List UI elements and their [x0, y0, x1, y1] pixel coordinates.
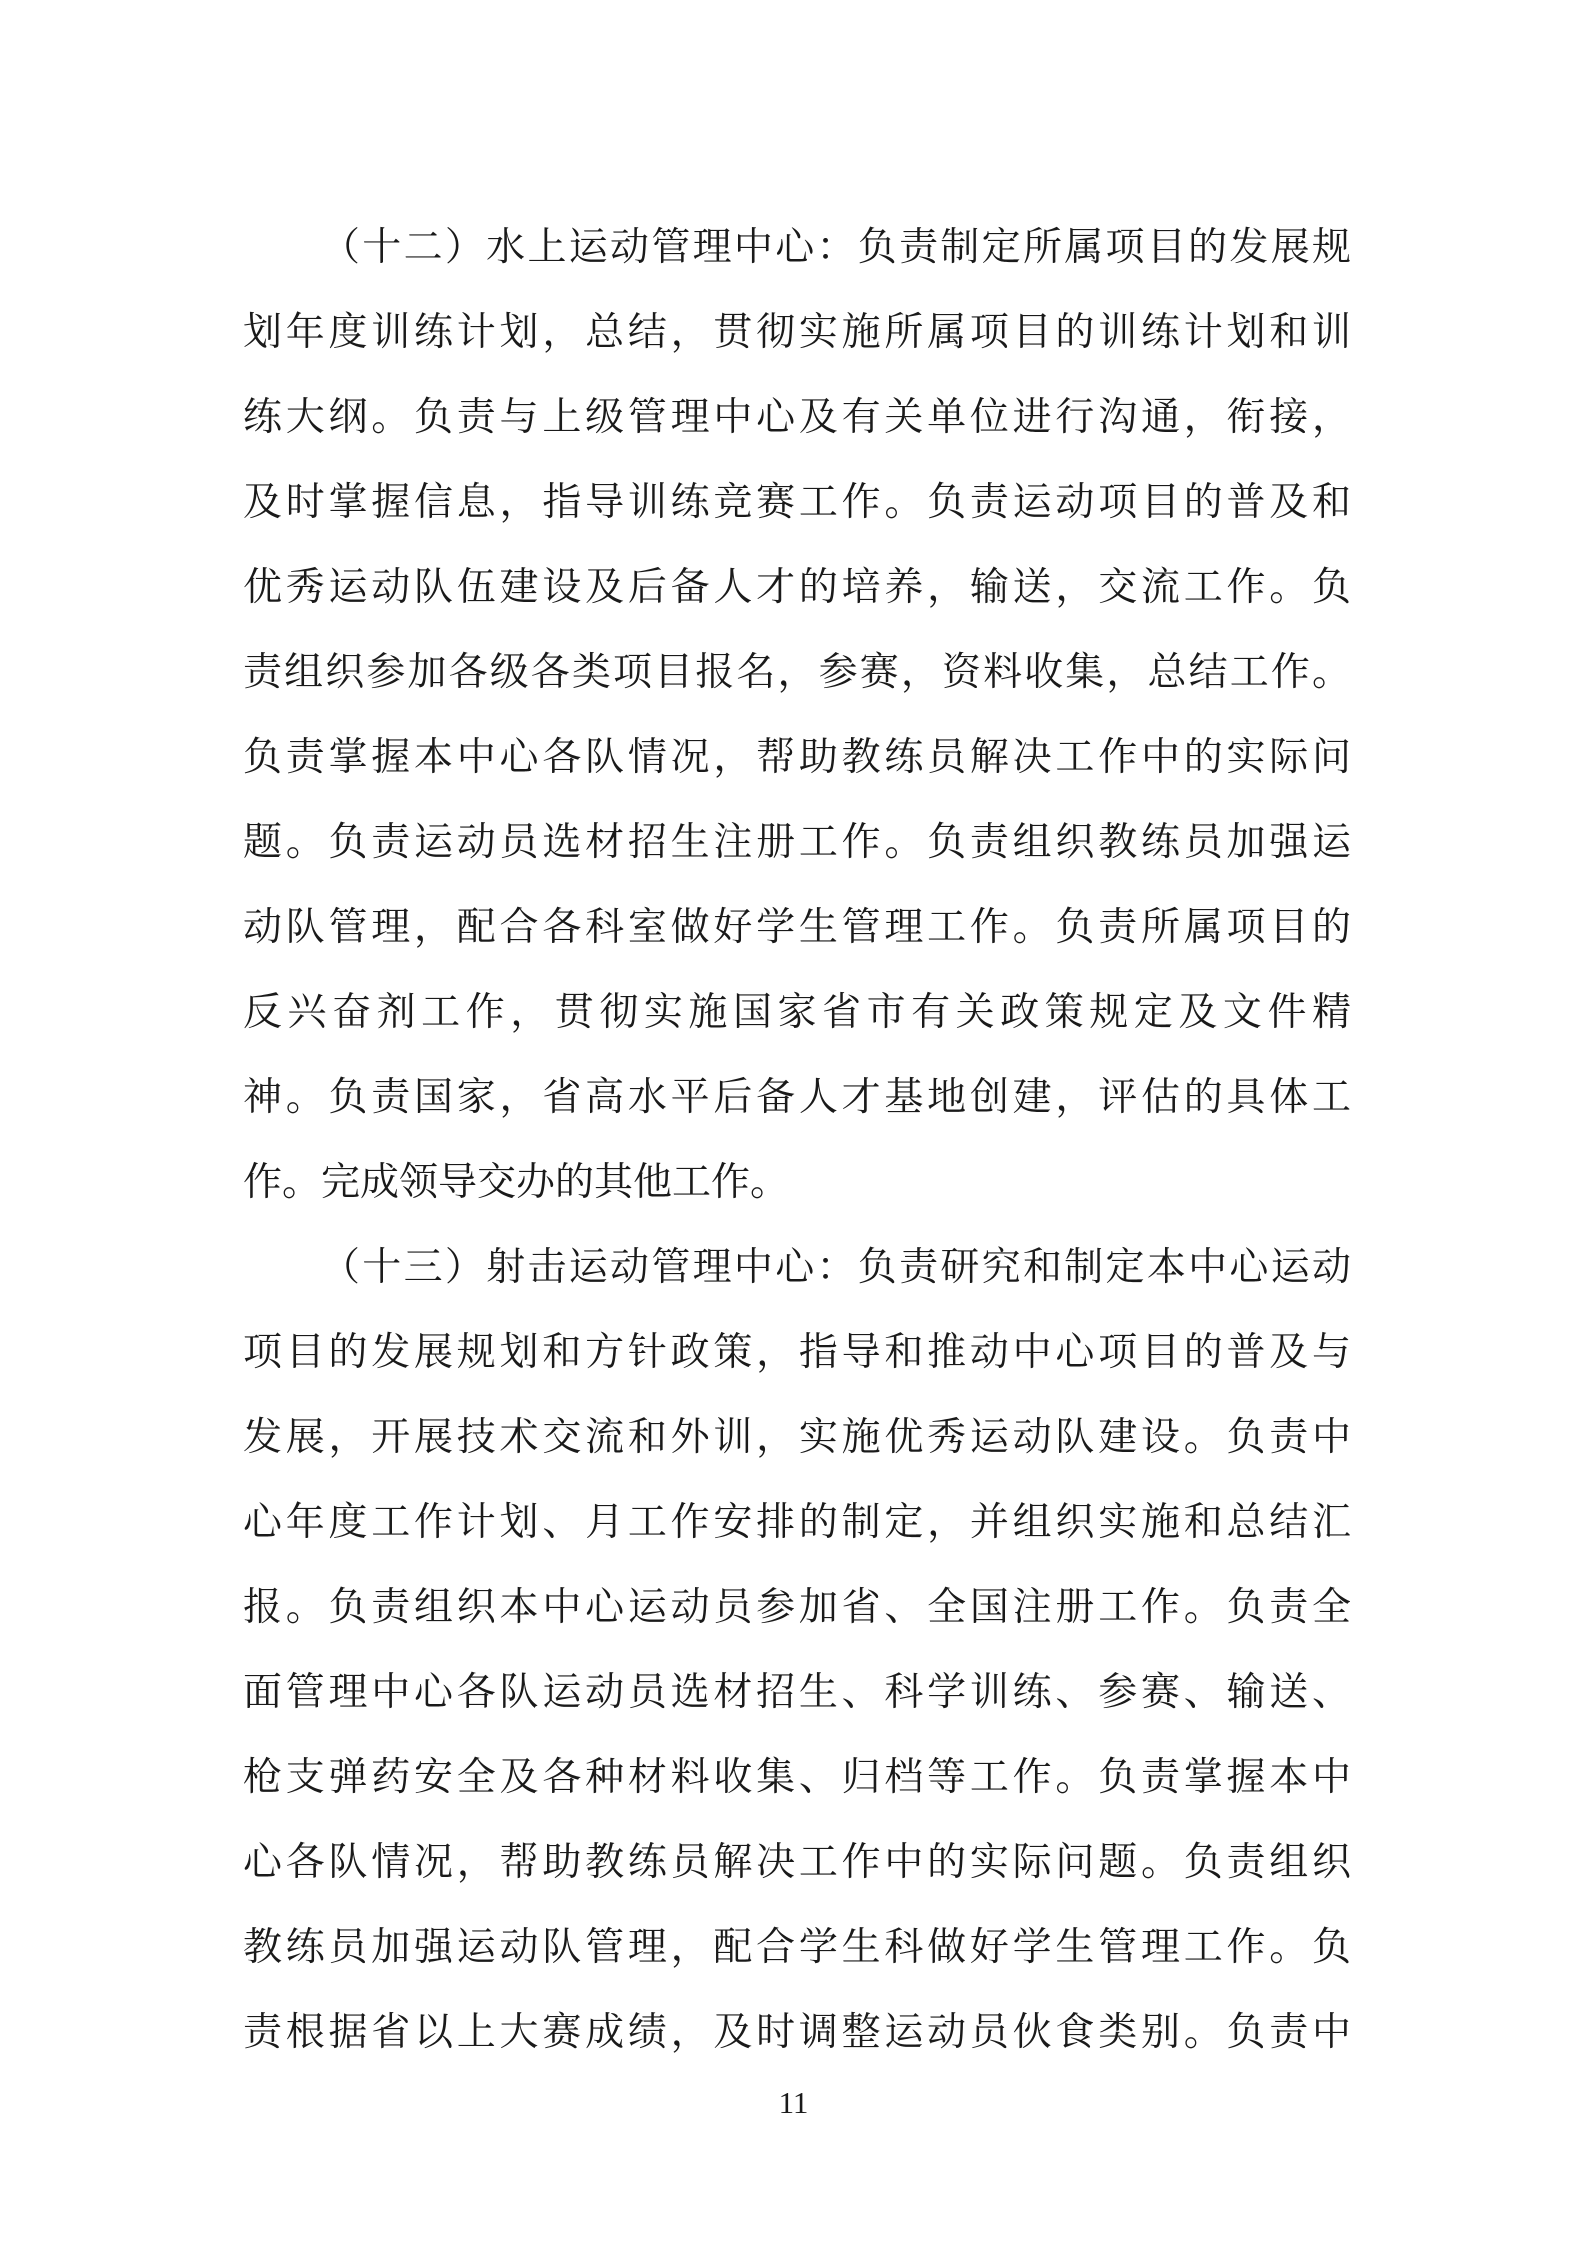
- text-line: 心年度工作计划、月工作安排的制定，并组织实施和总结汇: [243, 1500, 1351, 1545]
- text-line: 题。负责运动员选材招生注册工作。负责组织教练员加强运: [243, 820, 1351, 865]
- text-line: 负责掌握本中心各队情况，帮助教练员解决工作中的实际问: [243, 735, 1351, 780]
- text-line: 动队管理，配合各科室做好学生管理工作。负责所属项目的: [243, 905, 1351, 950]
- text-line: 枪支弹药安全及各种材料收集、归档等工作。负责掌握本中: [243, 1755, 1351, 1800]
- text-line: （十二）水上运动管理中心：负责制定所属项目的发展规: [321, 225, 1351, 270]
- text-line: 划年度训练计划，总结，贯彻实施所属项目的训练计划和训: [243, 310, 1351, 355]
- text-line: 练大纲。负责与上级管理中心及有关单位进行沟通，衔接，: [243, 395, 1351, 440]
- text-line: 反兴奋剂工作，贯彻实施国家省市有关政策规定及文件精: [243, 990, 1351, 1035]
- page-number: 11: [778, 2085, 809, 2120]
- text-line: 发展，开展技术交流和外训，实施优秀运动队建设。负责中: [243, 1415, 1351, 1460]
- text-line: 优秀运动队伍建设及后备人才的培养，输送，交流工作。负: [243, 565, 1351, 610]
- text-line: 神。负责国家，省高水平后备人才基地创建，评估的具体工: [243, 1075, 1351, 1120]
- text-line: 及时掌握信息，指导训练竞赛工作。负责运动项目的普及和: [243, 480, 1351, 525]
- text-line: 责根据省以上大赛成绩，及时调整运动员伙食类别。负责中: [243, 2010, 1351, 2055]
- text-line: 责组织参加各级各类项目报名，参赛，资料收集，总结工作。: [243, 650, 1351, 695]
- text-line: 教练员加强运动队管理，配合学生科做好学生管理工作。负: [243, 1925, 1351, 1970]
- text-line: 作。完成领导交办的其他工作。: [243, 1160, 790, 1205]
- text-line: 面管理中心各队运动员选材招生、科学训练、参赛、输送、: [243, 1670, 1351, 1715]
- body-text: [243, 205, 1351, 2075]
- text-line: 项目的发展规划和方针政策，指导和推动中心项目的普及与: [243, 1330, 1351, 1375]
- text-line: 心各队情况，帮助教练员解决工作中的实际问题。负责组织: [243, 1840, 1351, 1885]
- text-line: 报。负责组织本中心运动员参加省、全国注册工作。负责全: [243, 1585, 1351, 1630]
- text-line: （十三）射击运动管理中心：负责研究和制定本中心运动: [321, 1245, 1351, 1290]
